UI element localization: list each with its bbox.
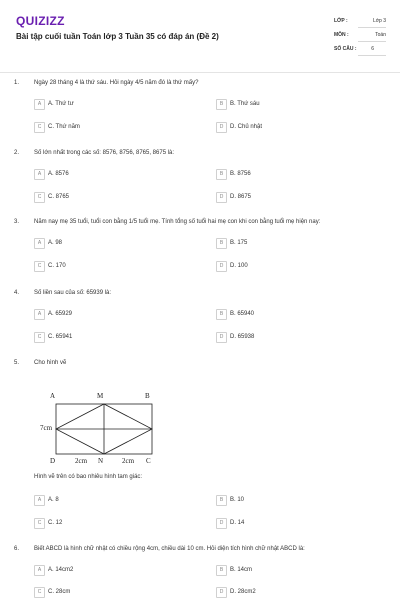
question-number: 2. — [14, 150, 20, 156]
option-d[interactable] — [216, 587, 366, 599]
option-a[interactable] — [34, 309, 184, 321]
option-letter-box: A — [34, 565, 45, 576]
option-c[interactable] — [34, 261, 184, 273]
option-letter-box: B — [216, 309, 227, 320]
figure-label-m: M — [97, 392, 104, 400]
option-text: C. 65941 — [48, 334, 73, 340]
option-text: B. Thứ sáu — [230, 101, 260, 107]
option-letter-box: A — [34, 309, 45, 320]
option-letter-box: B — [216, 169, 227, 180]
meta-count-value: 6 — [371, 46, 374, 52]
option-letter-box: D — [216, 122, 227, 133]
question-text: Số lớn nhất trong các số: 8576, 8756, 8765, 8675 là: — [34, 150, 175, 156]
figure-label-b: B — [145, 392, 150, 400]
question-text: Ngày 28 tháng 4 là thứ sáu. Hỏi ngày 4/5 năm đó là thứ mấy? — [34, 80, 199, 86]
option-letter-box: C — [34, 518, 45, 529]
option-a[interactable] — [34, 565, 184, 577]
option-text: C. Thứ năm — [48, 124, 80, 130]
document-title: Bài tập cuối tuần Toán lớp 3 Tuần 35 có đáp án (Đề 2) — [16, 32, 219, 41]
meta-underline — [358, 41, 386, 42]
option-b[interactable] — [216, 169, 366, 181]
option-letter-box: D — [216, 518, 227, 529]
option-d[interactable] — [216, 122, 366, 134]
option-letter-box: C — [34, 587, 45, 598]
option-a[interactable] — [34, 169, 184, 181]
option-letter-box: B — [216, 99, 227, 110]
question-number: 1. — [14, 80, 20, 86]
option-letter-box: D — [216, 261, 227, 272]
option-letter-box: A — [34, 99, 45, 110]
option-text: B. 14cm — [230, 567, 253, 573]
option-b[interactable] — [216, 99, 366, 111]
option-text: A. 14cm2 — [48, 567, 74, 573]
question-subtext: Hình vẽ trên có bao nhiêu hình tam giác: — [34, 474, 143, 480]
option-letter-box: D — [216, 192, 227, 203]
meta-subject-value: Toán — [375, 32, 386, 38]
quizizz-logo: QUIZIZZ — [16, 14, 65, 28]
option-a[interactable] — [34, 99, 184, 111]
option-text: A. 8576 — [48, 171, 69, 177]
option-text: A. 98 — [48, 240, 63, 246]
option-letter-box: C — [34, 261, 45, 272]
option-text: B. 8756 — [230, 171, 251, 177]
option-c[interactable] — [34, 587, 184, 599]
option-letter-box: A — [34, 238, 45, 249]
option-b[interactable] — [216, 309, 366, 321]
option-d[interactable] — [216, 192, 366, 204]
header — [0, 0, 400, 70]
option-text: C. 28cm — [48, 589, 71, 595]
option-text: C. 8765 — [48, 194, 70, 200]
option-letter-box: C — [34, 332, 45, 343]
option-text: D. 8675 — [230, 194, 252, 200]
meta-class-label: LỚP : — [334, 18, 348, 24]
question-number: 6. — [14, 546, 20, 552]
figure-label-n: N — [98, 457, 104, 465]
option-text: D. 65938 — [230, 334, 255, 340]
figure-label-side: 7cm — [40, 424, 53, 432]
meta-count-label: SỐ CÂU : — [334, 46, 357, 52]
figure-label-c: C — [146, 457, 151, 465]
option-text: B. 10 — [230, 497, 245, 503]
option-text: B. 65940 — [230, 311, 255, 317]
option-text: D. 100 — [230, 263, 248, 269]
option-letter-box: C — [34, 192, 45, 203]
question-number: 4. — [14, 290, 20, 296]
option-b[interactable] — [216, 238, 366, 250]
question-text: Số liền sau của số: 65939 là: — [34, 290, 112, 296]
option-c[interactable] — [34, 122, 184, 134]
option-text: A. 8 — [48, 497, 59, 503]
question-number: 3. — [14, 219, 20, 225]
option-a[interactable] — [34, 495, 184, 507]
question-text: Năm nay mẹ 35 tuổi, tuổi con bằng 1/5 tuổi mẹ. Tính tổng số tuổi hai mẹ con khi con bằng tuổi mẹ hiện nay: — [34, 219, 321, 225]
option-letter-box: B — [216, 565, 227, 576]
option-text: D. 28cm2 — [230, 589, 256, 595]
meta-underline — [358, 27, 386, 28]
question-number: 5. — [14, 360, 20, 366]
option-letter-box: D — [216, 587, 227, 598]
option-letter-box: A — [34, 495, 45, 506]
figure-label-a: A — [50, 392, 56, 400]
option-b[interactable] — [216, 565, 366, 577]
meta-subject-label: MÔN : — [334, 32, 349, 38]
option-text: D. Chủ nhật — [230, 124, 263, 130]
option-b[interactable] — [216, 495, 366, 507]
figure-label-d: D — [50, 457, 56, 465]
option-text: C. 170 — [48, 263, 66, 269]
option-text: A. 65929 — [48, 311, 73, 317]
option-letter-box: C — [34, 122, 45, 133]
option-d[interactable] — [216, 261, 366, 273]
option-text: D. 14 — [230, 520, 245, 526]
option-text: A. Thứ tư — [48, 101, 74, 107]
option-a[interactable] — [34, 238, 184, 250]
option-c[interactable] — [34, 332, 184, 344]
option-text: C. 12 — [48, 520, 63, 526]
meta-underline — [358, 55, 386, 56]
header-divider — [0, 72, 400, 73]
option-c[interactable] — [34, 518, 184, 530]
option-letter-box: B — [216, 238, 227, 249]
option-letter-box: B — [216, 495, 227, 506]
figure-label-left-seg: 2cm — [75, 457, 88, 465]
option-d[interactable] — [216, 332, 366, 344]
question-text: Cho hình vẽ — [34, 360, 67, 366]
question-text: Biết ABCD là hình chữ nhật có chiều rộng 4cm, chiều dài 10 cm. Hỏi diện tích hình chữ nhật ABCD là: — [34, 546, 305, 552]
meta-class-value: Lớp 3 — [372, 18, 386, 24]
option-text: B. 175 — [230, 240, 248, 246]
option-d[interactable] — [216, 518, 366, 530]
option-letter-box: A — [34, 169, 45, 180]
option-letter-box: D — [216, 332, 227, 343]
option-c[interactable] — [34, 192, 184, 204]
figure-label-right-seg: 2cm — [122, 457, 135, 465]
figure-drawing — [36, 388, 166, 468]
